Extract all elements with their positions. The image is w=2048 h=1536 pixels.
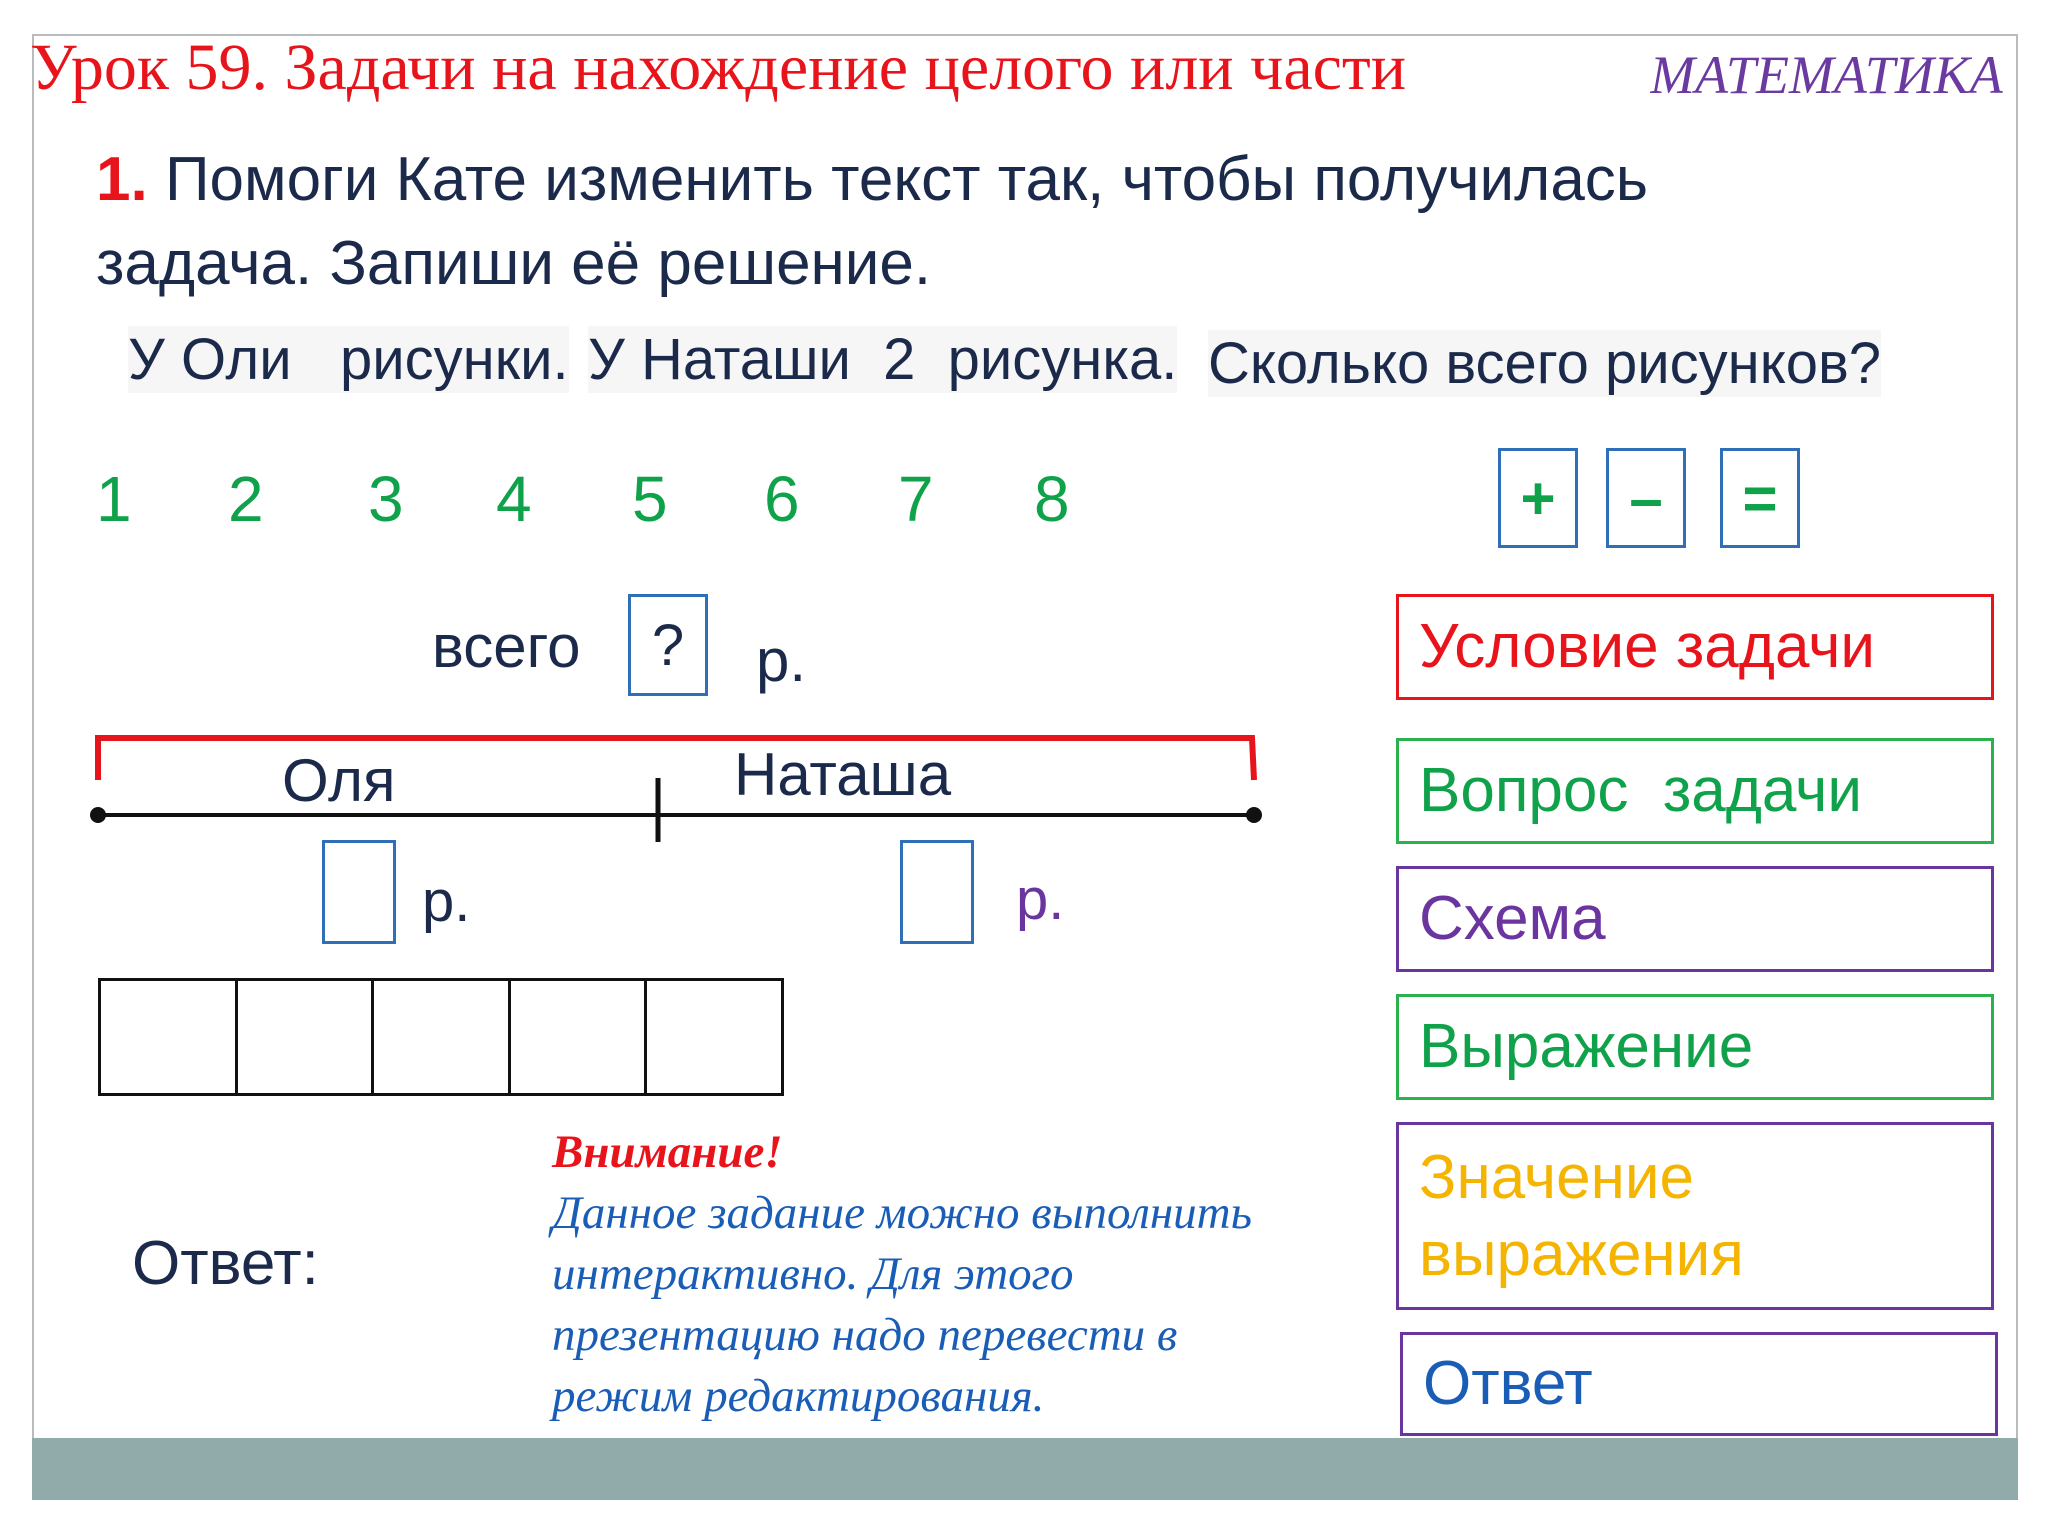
- card-scheme-label: Схема: [1419, 884, 1606, 954]
- answer-label: Ответ:: [132, 1229, 319, 1298]
- notice-title: Внимание!: [552, 1126, 783, 1178]
- expression-grid[interactable]: [98, 978, 784, 1096]
- scheme-right-dot: [1246, 807, 1262, 823]
- scheme-total-label: всего: [432, 613, 581, 680]
- task-line-1: Помоги Кате изменить текст так, чтобы получилась: [164, 145, 1649, 214]
- task-line-2: задача. Запиши её решение.: [96, 229, 932, 298]
- card-condition[interactable]: [1396, 594, 1994, 700]
- equals-button[interactable]: =: [1720, 448, 1800, 548]
- card-answer-label: Ответ: [1423, 1349, 1593, 1419]
- scheme-left-box[interactable]: [322, 840, 396, 944]
- notice-line-3: презентацию надо перевести в: [552, 1309, 1178, 1361]
- card-expression-value[interactable]: [1396, 1122, 1994, 1310]
- scheme-total-unit: р.: [756, 627, 807, 694]
- card-scheme[interactable]: [1396, 866, 1994, 972]
- card-question[interactable]: [1396, 738, 1994, 844]
- scheme-diagram: [80, 720, 1280, 860]
- expression-cell[interactable]: [238, 981, 375, 1093]
- expression-cell[interactable]: [647, 981, 781, 1093]
- number-tile-7[interactable]: 7: [898, 463, 934, 535]
- expression-cell[interactable]: [374, 981, 511, 1093]
- lesson-title: Урок 59. Задачи на нахождение целого или части: [30, 31, 1407, 104]
- expression-cell[interactable]: [101, 981, 238, 1093]
- problem-part-2[interactable]: У Наташи 2 рисунка.: [588, 327, 1178, 392]
- notice-line-2: интерактивно. Для этого: [552, 1248, 1074, 1300]
- task-text: [96, 138, 1648, 306]
- number-tile-1[interactable]: 1: [96, 463, 132, 535]
- card-expression[interactable]: [1396, 994, 1994, 1100]
- number-tile-2[interactable]: 2: [228, 463, 264, 535]
- card-question-label: Вопрос задачи: [1419, 756, 1862, 826]
- scheme-right-label: Наташа: [734, 741, 952, 808]
- scheme-total-value: ?: [651, 612, 685, 678]
- notice-line-4: режим редактирования.: [552, 1370, 1045, 1422]
- scheme-total-box[interactable]: [628, 594, 708, 696]
- number-tile-4[interactable]: 4: [496, 463, 532, 535]
- scheme-right-box[interactable]: [900, 840, 974, 944]
- scheme-left-unit: р.: [422, 869, 471, 934]
- scheme-brace: [98, 738, 1254, 780]
- problem-part-3[interactable]: Сколько всего рисунков?: [1208, 331, 1882, 396]
- scheme-left-label: Оля: [282, 747, 396, 814]
- number-tile-5[interactable]: 5: [632, 463, 668, 535]
- problem-part-1[interactable]: У Оли рисунки.: [128, 327, 569, 392]
- card-expression-value-line-1: Значение: [1419, 1142, 1694, 1212]
- card-expression-label: Выражение: [1419, 1012, 1754, 1082]
- footer-bar: [32, 1438, 2018, 1500]
- task-number: 1.: [96, 145, 148, 214]
- plus-button[interactable]: +: [1498, 448, 1578, 548]
- scheme-right-unit: р.: [1016, 867, 1065, 932]
- expression-cell[interactable]: [511, 981, 648, 1093]
- minus-button[interactable]: –: [1606, 448, 1686, 548]
- card-expression-value-line-2: выражения: [1419, 1220, 1744, 1289]
- number-tile-6[interactable]: 6: [764, 463, 800, 535]
- number-tile-8[interactable]: 8: [1034, 463, 1070, 535]
- card-answer[interactable]: [1400, 1332, 1998, 1436]
- card-condition-label: Условие задачи: [1419, 612, 1876, 682]
- notice-line-1: Данное задание можно выполнить: [552, 1187, 1252, 1239]
- number-tile-3[interactable]: 3: [368, 463, 404, 535]
- subject-label: МАТЕМАТИКА: [1650, 45, 2003, 105]
- scheme-left-dot: [90, 807, 106, 823]
- notice: [552, 1122, 1252, 1427]
